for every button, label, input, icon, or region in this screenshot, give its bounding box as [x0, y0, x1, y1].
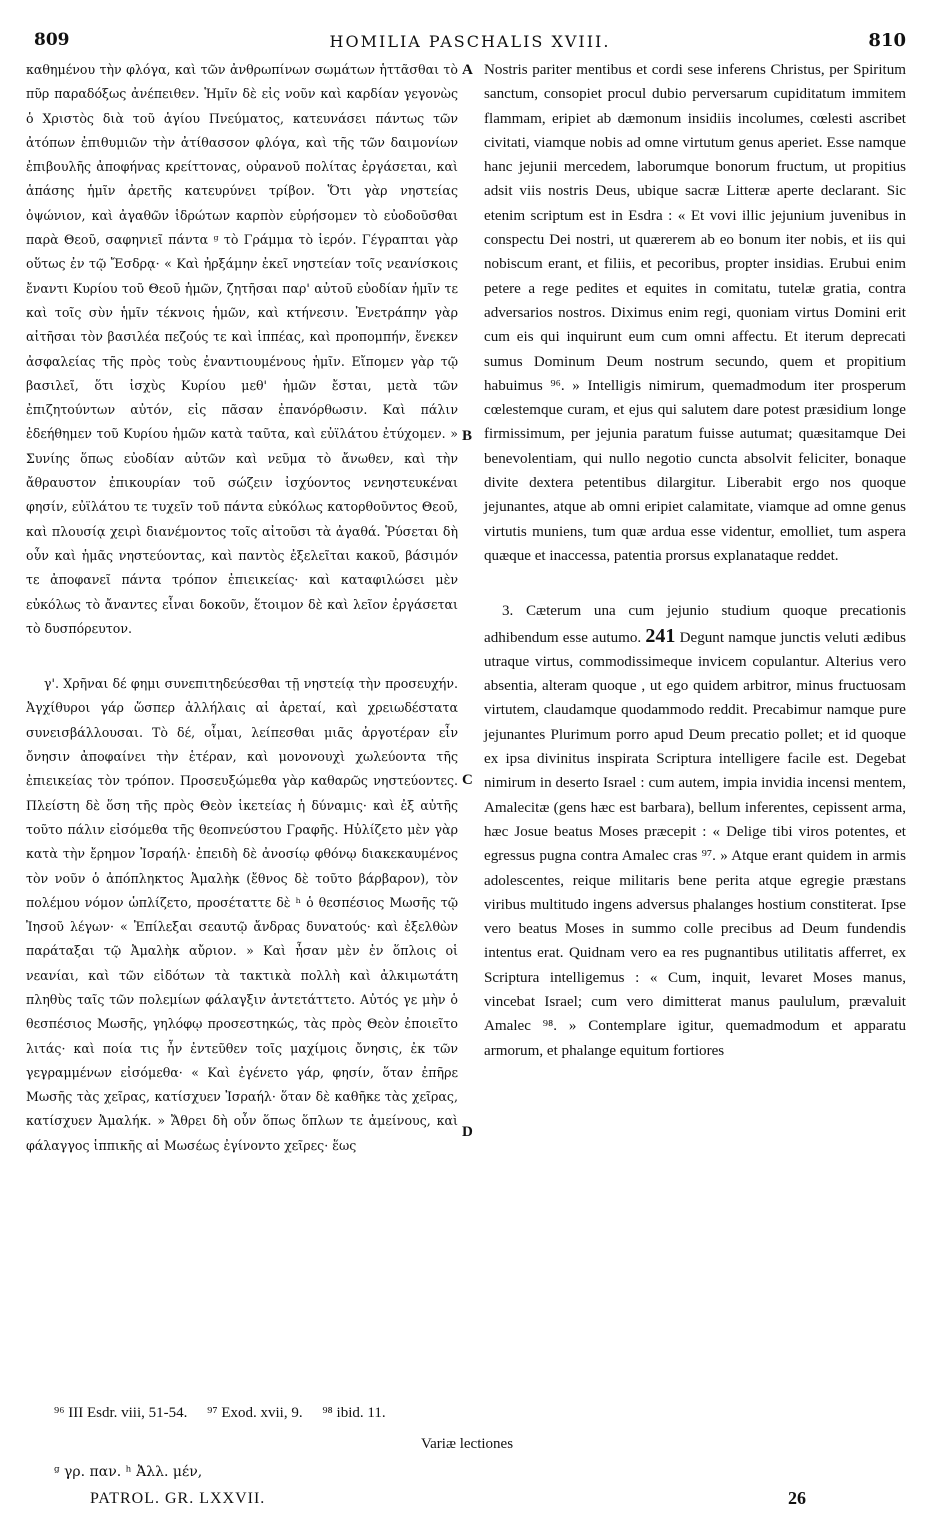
margin-marker-b: B: [462, 428, 473, 444]
variae-lectiones-title: Variæ lectiones: [420, 1436, 514, 1452]
footnote-97: ⁹⁷ Exod. xvii, 9.: [207, 1405, 303, 1421]
variae-lectiones-text: ᵍ γρ. παν. ʰ Ἀλλ. μέν,: [54, 1464, 203, 1480]
greek-paragraph-2: γ'. Χρῆναι δέ φημι συνεπιτηδεύεσθαι τῇ νηστείᾳ τὴν προσευχήν. Ἀγχίθυροι γάρ ὥσπερ ἀλλήλαις αἱ ἀρεταί, καὶ χρειωδέστατα συνεισβάλλουσαι. Τὸ δέ, οἶμαι, λείπεσθαι μιᾶς ἀργοτέραν εἶν ὄνησιν ἀποφαίνει τὴν ἑτέραν, καὶ μονονουχὶ χωλεύοντα τῆς ἐπιεικείας τὸν τρόπον. Προσευξώμεθα γὰρ καθαρῶς νηστεύοντες. Πλείστη δὲ ὅση τῆς πρὸς Θεὸν ἱκετείας ἡ δύναμις· καὶ ἐξ αὐτῆς τοῦτο πάλιν εἰσόμεθα τῆς θεοπνεύστου Γραφῆς. Ηὐλίζετο μὲν γὰρ κατὰ τὴν ἔρημον Ἰσραήλ· ἐπειδὴ δὲ ἀνοσίῳ φθόνῳ διακεκαυμένος τὸν νοῦν ὁ ἀπόπληκτος Ἀμαλὴκ (ἔθνος δὲ τοῦτο βάρβαρον), τὸν πολέμου νόμον ὡπλίζετο, προσέταττε δὲ ʰ ὁ θεσπέσιος Μωσῆς τῷ Ἰησοῦ λέγων· « Ἐπίλεξαι σεαυτῷ ἄνδρας δυνατούς· καὶ ἐξελθὼν παράταξαι τῷ Ἀμαλὴκ αὔριον. » Καὶ ἦσαν μὲν ἐν ὅπλοις οἱ νεανίαι, καὶ τῶν εἰδότων τὰ τακτικὰ πολλὴ καὶ ἀλκιμωτάτη πληθὺς ταῖς τῶν πολεμίων φάλαγξιν ἀντετάττετο. Αὐτός γε μὴν ὁ θεσπέσιος Μωσῆς, γηλόφῳ προσεστηκώς, τὰς πρὸς Θεὸν ἐποιεῖτο λιτάς· καὶ ποία τις ἦν ἐντεῦθεν τοῖς μαχίμοις ὄνησις, ἐκ τῶν γεγραμμένων εἰσόμεθα· « Καὶ ἐγένετο γάρ, φησίν, ὅταν ἐπῆρε Μωσῆς τὰς χεῖρας, κατίσχυεν Ἰσραήλ· ὅταν δὲ καθῆκε τὰς χεῖρας, κατίσχυεν Ἀμαλήκ. » Ἄθρει δὴ οὖν ὅπως ὅπλων τε ἀμείνους, καὶ φάλαγγος ἱππικῆς αἱ Μωσέως ἐγίνοντο χεῖρες· ἕως: [26, 676, 458, 1153]
margin-marker-a: A: [462, 62, 473, 78]
page-header: [34, 30, 906, 56]
series-signature: PATROL. GR. LXXVII.: [90, 1490, 266, 1507]
gathering-signature: 26: [788, 1488, 806, 1508]
latin-paragraph-2-rest: Degunt namque junctis veluti ædibus utraque virtus, commodissimeque invicem copulantur. Alterius vero absentia, alteram quoque , ut ego quidem arbitror, minus fructuosam virtutem, claudamque quodammodo reddit. Precabimur namque pure jejunantes Plurimum porro apud Deum precatio pollet; et id quoque ex ipsa divinitus inspirata Scriptura intelligere facile est. Degebat nimirum in deserto Israel : cum autem, impia invidia incensi mentem, Amalecitæ (gens hæc est barbara), bellum inferentes, cepissent arma, hæc Josue beatus Moses præcepit : « Delige tibi viros potentes, et egressus pugna contra Amalec cras ⁹⁷. » Atque erant quidem in armis adolescentes, reique militaris bene perita atque egregie præstans viribus multitudo ingens adversus phalanges hostium constiterat. Ipse vero beatus Moses in summo colle precibus ad Deum fundendis intentus erat. Quidnam vero ea res pugnantibus utilitatis afferret, ex Scriptura intelligemus : « Cum, inquit, levaret Moses manus, vincebat Israel; cum vero dimitterat manus paululum, prævaluit Amalec ⁹⁸. » Contemplare igitur, quemadmodum et apparatu armorum, et phalange equitum fortiores: [484, 629, 906, 1059]
footnotes: [54, 1405, 402, 1422]
latin-paragraph-1: Nostris pariter mentibus et cordi sese inferens Christus, per Spiritum sanctum, consopiet procul dubio perversarum cupiditatum immitem flammam, eripiet ab dæmonum insidiis incolumes, cœlesti ascribet civitati, viamque nobis ad omne virtutum genus aperiet. Esse namque hanc jejunii mercedem, laborumque bonorum fructum, ut propitius adsit viis nostris Deus, ubique sacræ Litteræ aperte declarant. Sic etenim scriptum est in Esdra : « Et vovi illic jejunium juvenibus in conspectu Dei nostri, ut quærerem ab eo bonum iter nobis, et iis qui nobiscum erant, et filiis, et pecoribus, propter insidias. Erubui enim petere a rege pedites et equites in comitatu, tutelæ gratia, contra adversarios nostros. Diximus enim regi, quoniam virtus Domini erit cum eis qui inquirunt eum cum omni affectu. Et iterum deprecati sumus Dominum Deum nostrum secundo, quem et propitium habuimus ⁹⁶. » Intelligis nimirum, quemadmodum iter prosperum cœlestemque curam, et ejus qui salutem dare potest præsidium longe firmissimum, per jejunia paratum fuisse autumat; quæsitamque Dei benevolentiam, qui nullo negotio cuncta absolvit feliciter, bonaque divite dextera petentibus dilargitur. Liberabit ergo nos quoque jejunantes, atque ab omni eripiet calamitate, viamque ad omne genus virtutis muniens, tum quæ ardua esse videntur, emolliet, tum aspera quæque et inaccessa, patentia prorsus explanataque reddet.: [484, 62, 906, 564]
latin-paragraph-2-start: 3. Cæterum una cum jejunio studium quoque precationis adhibendum esse autumo.: [484, 603, 906, 646]
latin-paragraph-2: [484, 599, 906, 1063]
page-number-right: 810: [868, 30, 906, 51]
footnote-96: ⁹⁶ III Esdr. viii, 51-54.: [54, 1405, 188, 1421]
margin-marker-d: D: [462, 1124, 473, 1140]
column-number: 241: [645, 624, 676, 647]
latin-column: [484, 58, 906, 1063]
running-title: HOMILIA PASCHALIS XVIII.: [329, 32, 611, 51]
page-number-left: 809: [34, 30, 70, 50]
margin-marker-c: C: [462, 772, 473, 788]
greek-column: [26, 58, 458, 1158]
footnote-98: ⁹⁸ ibid. 11.: [322, 1405, 386, 1421]
greek-paragraph-1: καθημένου τὴν φλόγα, καὶ τῶν ἀνθρωπίνων σωμάτων ἡττᾶσθαι τὸ πῦρ παραδόξως ἀνέπειθεν. Ἡμῖν δὲ εἰς νοῦν καὶ καρδίαν γεγονὼς ὁ Χριστὸς διὰ τοῦ ἁγίου Πνεύματος, κατευνάσει πάντως τῶν ἀτόπων ἐπιθυμιῶν τὴν ἀτίθασσον φλόγα, καὶ τῆς τῶν δαιμονίων ἐπιβουλῆς ἀποφήνας κρείττονας, οὐρανοῦ πολίτας ἐργάσεται, καὶ ἁπάσης ἡμῖν ἀρετῆς κατευρύνει τρίβον. Ὅτι γὰρ νηστείας ὀψώνιον, καὶ ἀγαθῶν ἱδρώτων καρπὸν εὑρήσομεν τὸ εὐοδοῦσθαι παρὰ Θεοῦ, σαφηνιεῖ πάντα ᵍ τὸ Γράμμα τὸ ἱερόν. Γέγραπται γὰρ οὕτως ἐν τῷ Ἔσδρᾳ· « Καὶ ἠρξάμην ἐκεῖ νηστείαν τοῖς νεανίσκοις ἔναντι Κυρίου τοῦ Θεοῦ ἡμῶν, ζητῆσαι παρ' αὐτοῦ εὐοδίαν ἡμῖν τε καὶ τοῖς σὺν ἡμῖν τέκνοις ἡμῶν, καὶ κτήνεσιν. Ἐνετράπην γὰρ αἰτῆσαι τὸν βασιλέα πεζούς τε καὶ ἱππέας, καὶ προπομπήν, ἕνεκεν ἀσφαλείας τῆς πρὸς τοὺς ἐναντιουμένους ἡμῖν. Εἴπομεν γὰρ τῷ βασιλεῖ, ὅτι ἰσχὺς Κυρίου μεθ' ἡμῶν ἔσται, μετὰ τῶν ἐπιζητούντων αὐτόν, εἰς πᾶσαν ἐπανόρθωσιν. Καὶ πάλιν ἐδεήθημεν τοῦ Κυρίου ἡμῶν κατὰ ταῦτα, καὶ εὐϊλάτου ἐτύχομεν. » Συνίης ὅπως εὐοδίαν αὐτῶν καὶ νεῦμα τὸ ἄνωθεν, καὶ τὴν ἄθραυστον ἐπικουρίαν τοῦ σώζειν ἰσχύοντος νενηστευκέναι φησίν, εὐϊλάτου τε τυχεῖν τοῦ πάντα εὐκόλως κατορθοῦντος Θεοῦ, καὶ πλουσίᾳ χειρὶ διανέμοντος τοῖς αἰτοῦσι τὰ ἀγαθά. Ῥύσεται δὴ οὖν καὶ ἡμᾶς νηστεύοντας, καὶ παντὸς ἐξελεῖται κακοῦ, βάσιμόν τε ἀποφανεῖ πάντα τρόπον ἐπιεικείας· καὶ καταφιλώσει μὲν εὐκόλως τὸ ἄναντες εἶναι δοκοῦν, ἕτοιμον δὲ καὶ λεῖον ἐργάσεται τὸ δυσπόρευτον.: [26, 62, 458, 636]
